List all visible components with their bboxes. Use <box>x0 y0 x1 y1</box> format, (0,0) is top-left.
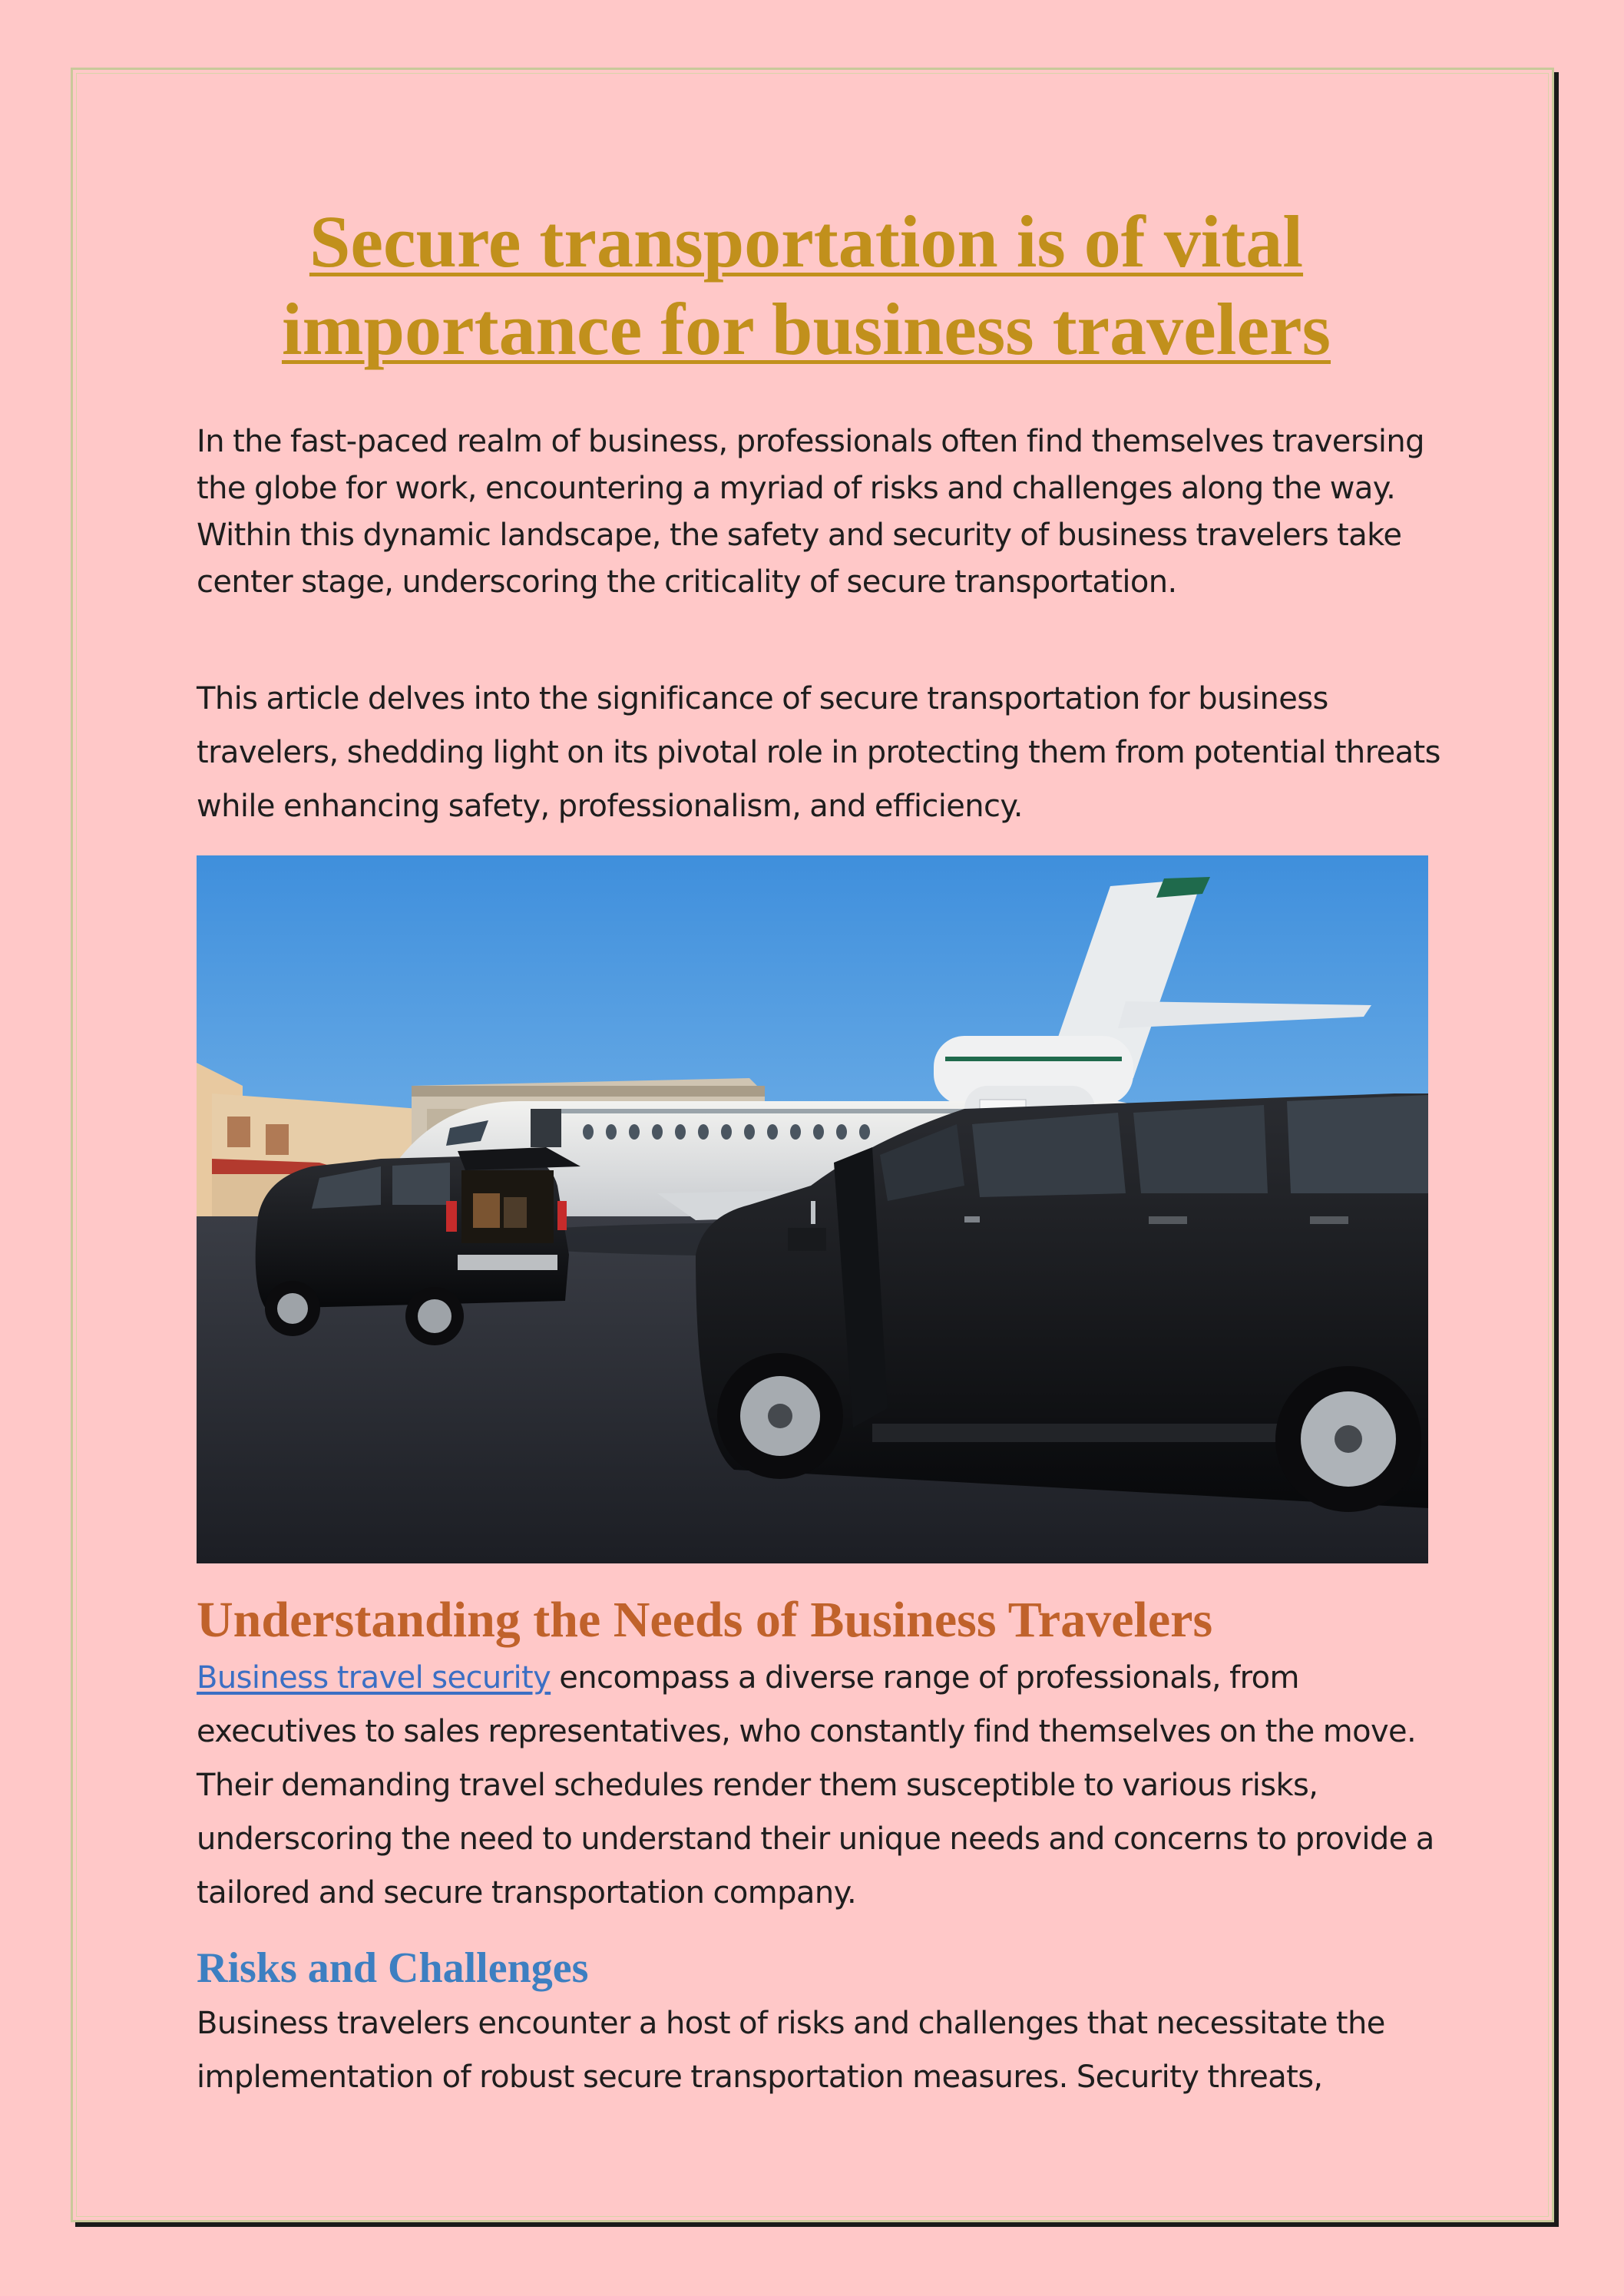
second-paragraph: This article delves into the significance of secure transportation for business travelers, shedding light on its pivotal role in protecting them from potential threats while enhancing safety, professionalism, and efficiency. <box>197 681 1440 824</box>
business-travel-security-link[interactable]: Business travel security <box>197 1660 551 1696</box>
section-needs-paragraph-text: encompass a diverse range of professionals, from executives to sales representatives, who constantly find themselves on the move. Their demanding travel schedules render them susceptible to various risks, underscoring the need to understand their unique needs and concerns to provide a tailored and secure transportation company. <box>197 1660 1434 1911</box>
page-title: Secure transportation is of vital importance for business travelers <box>281 200 1331 370</box>
section-heading-needs: Understanding the Needs of Business Travelers <box>197 1592 1213 1648</box>
jet-and-suvs-photo <box>197 855 1428 1563</box>
section-heading-risks: Risks and Challenges <box>197 1944 589 1992</box>
section-risks-paragraph: Business travelers encounter a host of risks and challenges that necessitate the implementation of robust secure transportation measures. Security threats, <box>197 2006 1385 2095</box>
intro-paragraph: In the fast-paced realm of business, professionals often find themselves traversing the globe for work, encountering a myriad of risks and challenges along the way. Within this dynamic landscape, the safety and security of business travelers take center stage, underscoring the criticality of secure transportation. <box>197 424 1424 600</box>
section-needs-paragraph <box>197 1651 1440 1920</box>
